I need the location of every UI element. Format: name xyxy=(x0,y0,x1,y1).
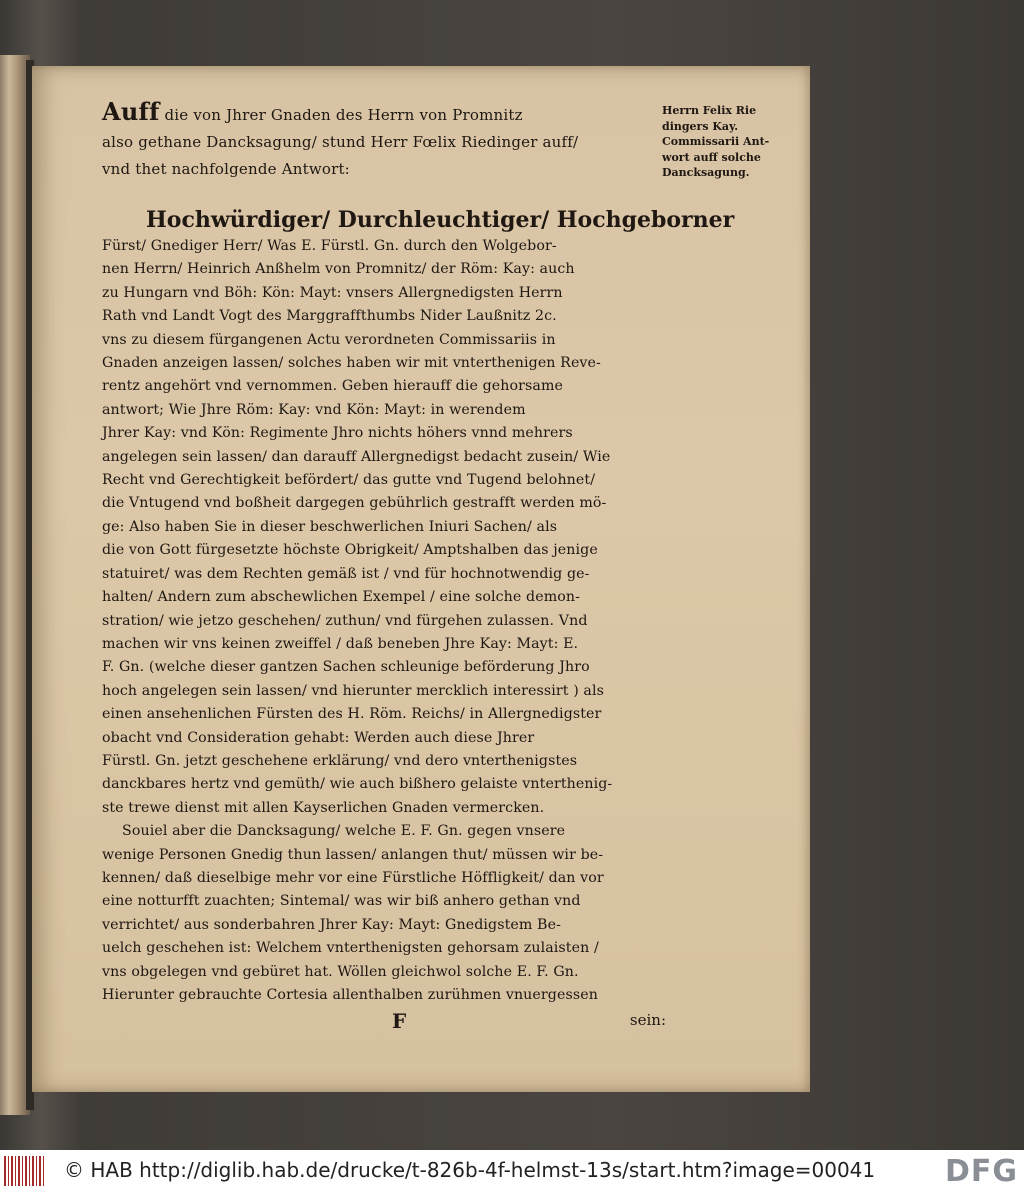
viewer-footer xyxy=(0,1150,1024,1192)
text-line: Fürstl. Gn. jetzt geschehene erklärung/ vnd dero vnterthenigstes xyxy=(102,752,578,769)
signature-mark: F xyxy=(392,1009,407,1034)
text-line: ge: Also haben Sie in dieser beschwerlichen Iniuri Sachen/ als xyxy=(102,518,558,535)
marginal-note-line: Commissarii Ant- xyxy=(662,135,770,148)
text-line: obacht vnd Consideration gehabt: Werden auch diese Jhrer xyxy=(102,729,535,746)
text-line: Jhrer Kay: vnd Kön: Regimente Jhro nichts höhers vnnd mehrers xyxy=(102,425,573,442)
text-line: Fürst/ Gnediger Herr/ Was E. Fürstl. Gn. durch den Wolgebor- xyxy=(102,238,557,254)
dfg-logo: DFG xyxy=(944,1154,1018,1189)
heading-line: also gethane Dancksagung/ stund Herr Fœlix Riedinger auff/ xyxy=(102,133,579,151)
text-line: vns obgelegen vnd gebüret hat. Wöllen gleichwol solche E. F. Gn. xyxy=(102,963,579,980)
heading-line: die von Jhrer Gnaden des Herrn von Promnitz xyxy=(159,106,523,124)
text-line: Souiel aber die Dancksagung/ welche E. F. Gn. gegen vnsere xyxy=(122,823,566,840)
barcode-icon xyxy=(4,1156,46,1186)
body-text xyxy=(102,235,658,1007)
marginal-note-line: wort auff solche xyxy=(662,150,761,164)
text-line: antwort; Wie Jhre Röm: Kay: vnd Kön: Mayt: in werendem xyxy=(102,401,526,418)
marginal-note-line: Herrn Felix Rie xyxy=(662,104,757,117)
text-line: stration/ wie jetzo geschehen/ zuthun/ vnd fürgehen zulassen. Vnd xyxy=(102,612,588,629)
text-line: danckbares hertz vnd gemüth/ wie auch bißhero gelaiste vnterthenig- xyxy=(102,776,613,793)
section-heading xyxy=(102,98,658,183)
text-line: statuiret/ was dem Rechten gemäß ist / vnd für hochnotwendig ge- xyxy=(102,565,590,582)
marginal-note-line: Dancksagung. xyxy=(662,166,750,179)
text-line: die von Gott fürgesetzte höchste Obrigkeit/ Amptshalben das jenige xyxy=(102,542,598,559)
marginal-note xyxy=(662,103,792,181)
marginal-note-line: dingers Kay. xyxy=(662,119,739,133)
text-line: F. Gn. (welche dieser gantzen Sachen schleunige beförderung Jhro xyxy=(102,659,590,676)
text-line: Recht vnd Gerechtigkeit befördert/ das gutte vnd Tugend belohnet/ xyxy=(102,472,596,489)
copyright-url[interactable]: © HAB http://diglib.hab.de/drucke/t-826b-4f-helmst-13s/start.htm?image=00041 xyxy=(64,1158,876,1182)
text-line: wenige Personen Gnedig thun lassen/ anlangen thut/ müssen wir be- xyxy=(102,846,604,863)
heading-initial-word: Auff xyxy=(102,97,160,126)
text-line: Hierunter gebrauchte Cortesia allenthalben zurühmen vnuergessen xyxy=(102,987,598,1003)
text-line: uelch geschehen ist: Welchem vnterthenigsten gehorsam zulaisten / xyxy=(102,940,599,957)
text-line: angelegen sein lassen/ dan darauff Allergnedigst bedacht zusein/ Wie xyxy=(102,448,611,465)
text-line: vns zu diesem fürgangenen Actu verordneten Commissariis in xyxy=(102,331,556,348)
text-line: kennen/ daß dieselbige mehr vor eine Fürstliche Höffligkeit/ dan vor xyxy=(102,869,604,886)
salutation-line: Hochwürdiger/ Durchleuchtiger/ Hochgeborner xyxy=(146,207,735,233)
text-line: die Vntugend vnd boßheit dargegen gebührlich gestrafft werden mö- xyxy=(102,495,607,512)
text-line: eine notturfft zuachten; Sintemal/ was wir biß anhero gethan vnd xyxy=(102,893,581,910)
text-line: ste trewe dienst mit allen Kayserlichen Gnaden vermercken. xyxy=(102,799,545,816)
text-line: Rath vnd Landt Vogt des Marggraffthumbs Nider Laußnitz 2c. xyxy=(102,308,557,325)
text-line: verrichtet/ aus sonderbahren Jhrer Kay: Mayt: Gnedigstem Be- xyxy=(102,916,561,933)
text-line: halten/ Andern zum abschewlichen Exempel / eine solche demon- xyxy=(102,589,581,606)
text-line: nen Herrn/ Heinrich Anßhelm von Promnitz/ der Röm: Kay: auch xyxy=(102,261,575,278)
text-line: zu Hungarn vnd Böh: Kön: Mayt: vnsers Allergnedigsten Herrn xyxy=(102,284,563,301)
heading-line: vnd thet nachfolgende Antwort: xyxy=(102,160,350,178)
page-footer-row xyxy=(102,1009,666,1035)
text-line: hoch angelegen sein lassen/ vnd hierunter mercklich interessirt ) als xyxy=(102,682,605,699)
text-line: Gnaden anzeigen lassen/ solches haben wir mit vnterthenigen Reve- xyxy=(102,355,601,372)
text-line: einen ansehenlichen Fürsten des H. Röm. Reichs/ in Allergnedigster xyxy=(102,706,602,723)
catchword: sein: xyxy=(629,1011,666,1030)
text-line: rentz angehört vnd vernommen. Geben hierauff die gehorsame xyxy=(102,378,563,395)
text-line: machen wir vns keinen zweiffel / daß beneben Jhre Kay: Mayt: E. xyxy=(102,635,579,652)
